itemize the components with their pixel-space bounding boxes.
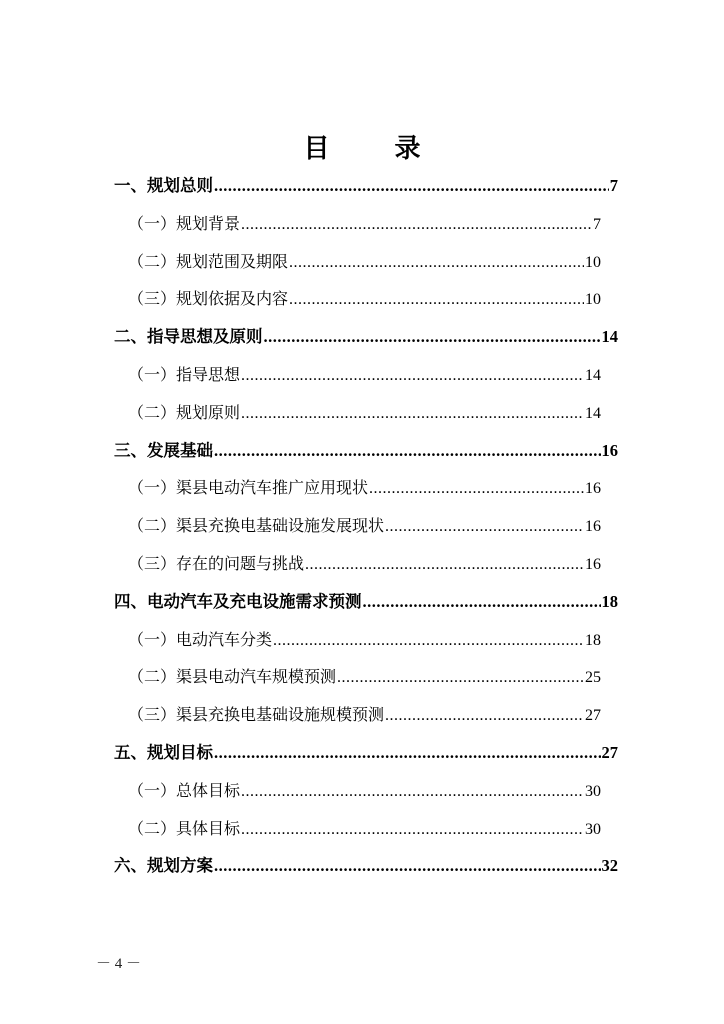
toc-entry-label: （二）渠县充换电基础设施发展现状 (128, 516, 385, 536)
toc-entry-page: 16 (601, 440, 618, 460)
toc-entry-label: （一）电动汽车分类 (128, 629, 273, 649)
toc-section-entry[interactable] (128, 696, 601, 734)
toc-entry-page: 10 (585, 291, 601, 309)
toc-entry-label: （三）规划依据及内容 (128, 289, 289, 309)
dot-leader (273, 622, 584, 660)
toc-section-entry[interactable] (128, 205, 601, 243)
toc-chapter-entry[interactable] (114, 318, 618, 356)
dot-leader (241, 357, 584, 395)
toc-entry-page: 18 (585, 631, 601, 649)
toc-section-entry[interactable] (128, 243, 601, 281)
toc-entry-label: 四、电动汽车及充电设施需求预测 (114, 591, 362, 611)
dot-leader (214, 432, 601, 470)
dot-leader (305, 546, 584, 584)
toc-entry-label: （二）规划原则 (128, 402, 241, 422)
toc-entry-label: 二、指导思想及原则 (114, 327, 263, 347)
toc-entry-label: （一）指导思想 (128, 365, 241, 384)
dot-leader (289, 244, 584, 282)
toc-entry-page: 7 (593, 215, 601, 233)
toc-chapter-entry[interactable] (114, 167, 618, 205)
toc-entry-label: （一）总体目标 (128, 780, 241, 800)
toc-section-entry[interactable] (128, 621, 601, 659)
toc-section-entry[interactable] (128, 356, 601, 394)
toc-entry-page: 32 (601, 856, 618, 876)
dot-leader (241, 395, 584, 433)
toc-chapter-entry[interactable] (114, 734, 618, 772)
toc-section-entry[interactable] (128, 469, 601, 507)
toc-section-entry[interactable] (128, 394, 601, 432)
toc-title: 目 录 (303, 134, 449, 164)
toc-entry-label: （二）规划范围及期限 (128, 251, 289, 271)
toc-chapter-entry[interactable] (114, 847, 618, 885)
toc-chapter-entry[interactable] (114, 432, 618, 470)
toc-entry-page: 30 (585, 820, 601, 838)
toc-entry-label: 一、规划总则 (114, 176, 213, 195)
toc-section-entry[interactable] (128, 280, 601, 318)
dot-leader (241, 773, 584, 811)
toc-entry-page: 27 (585, 707, 601, 725)
page-number: － 4 － (96, 956, 142, 972)
dot-leader (337, 659, 584, 697)
toc-entry-label: 五、规划目标 (114, 743, 213, 762)
toc-entry-page: 16 (585, 556, 601, 573)
toc-entry-page: 7 (609, 176, 618, 195)
dot-leader (264, 318, 601, 356)
dot-leader (214, 847, 601, 885)
toc-entry-page: 30 (585, 782, 601, 800)
dot-leader (214, 734, 601, 772)
toc-chapter-entry[interactable] (114, 583, 618, 621)
toc-section-entry[interactable] (128, 810, 601, 848)
toc-entry-label: 六、规划方案 (114, 856, 213, 876)
dot-leader (289, 281, 584, 319)
dot-leader (241, 811, 584, 849)
toc-entry-page: 18 (601, 591, 618, 611)
toc-entry-label: （三）渠县充换电基础设施规模预测 (128, 705, 385, 725)
toc-entry-page: 16 (585, 480, 601, 498)
dot-leader (385, 508, 584, 546)
toc-entry-page: 27 (601, 743, 618, 762)
toc-entry-page: 14 (585, 367, 601, 384)
toc-entry-label: （一）渠县电动汽车推广应用现状 (128, 478, 369, 498)
toc-entry-page: 10 (585, 253, 601, 271)
toc-entry-label: 三、发展基础 (114, 440, 213, 460)
toc-entry-page: 14 (601, 327, 618, 347)
toc-entry-page: 25 (585, 669, 601, 687)
toc-entry-label: （三）存在的问题与挑战 (128, 554, 305, 573)
toc-entry-label: （二）渠县电动汽车规模预测 (128, 667, 337, 687)
dot-leader (214, 167, 609, 205)
toc-entry-label: （一）规划背景 (128, 213, 241, 233)
dot-leader (369, 470, 584, 508)
dot-leader (241, 206, 592, 244)
toc-section-entry[interactable] (128, 507, 601, 545)
toc-section-entry[interactable] (128, 545, 601, 583)
toc-entry-label: （二）具体目标 (128, 818, 241, 838)
dot-leader (363, 583, 601, 621)
toc-section-entry[interactable] (128, 658, 601, 696)
dot-leader (385, 697, 584, 735)
toc-entry-page: 14 (585, 404, 601, 422)
toc-entry-page: 16 (585, 518, 601, 536)
toc-section-entry[interactable] (128, 772, 601, 810)
